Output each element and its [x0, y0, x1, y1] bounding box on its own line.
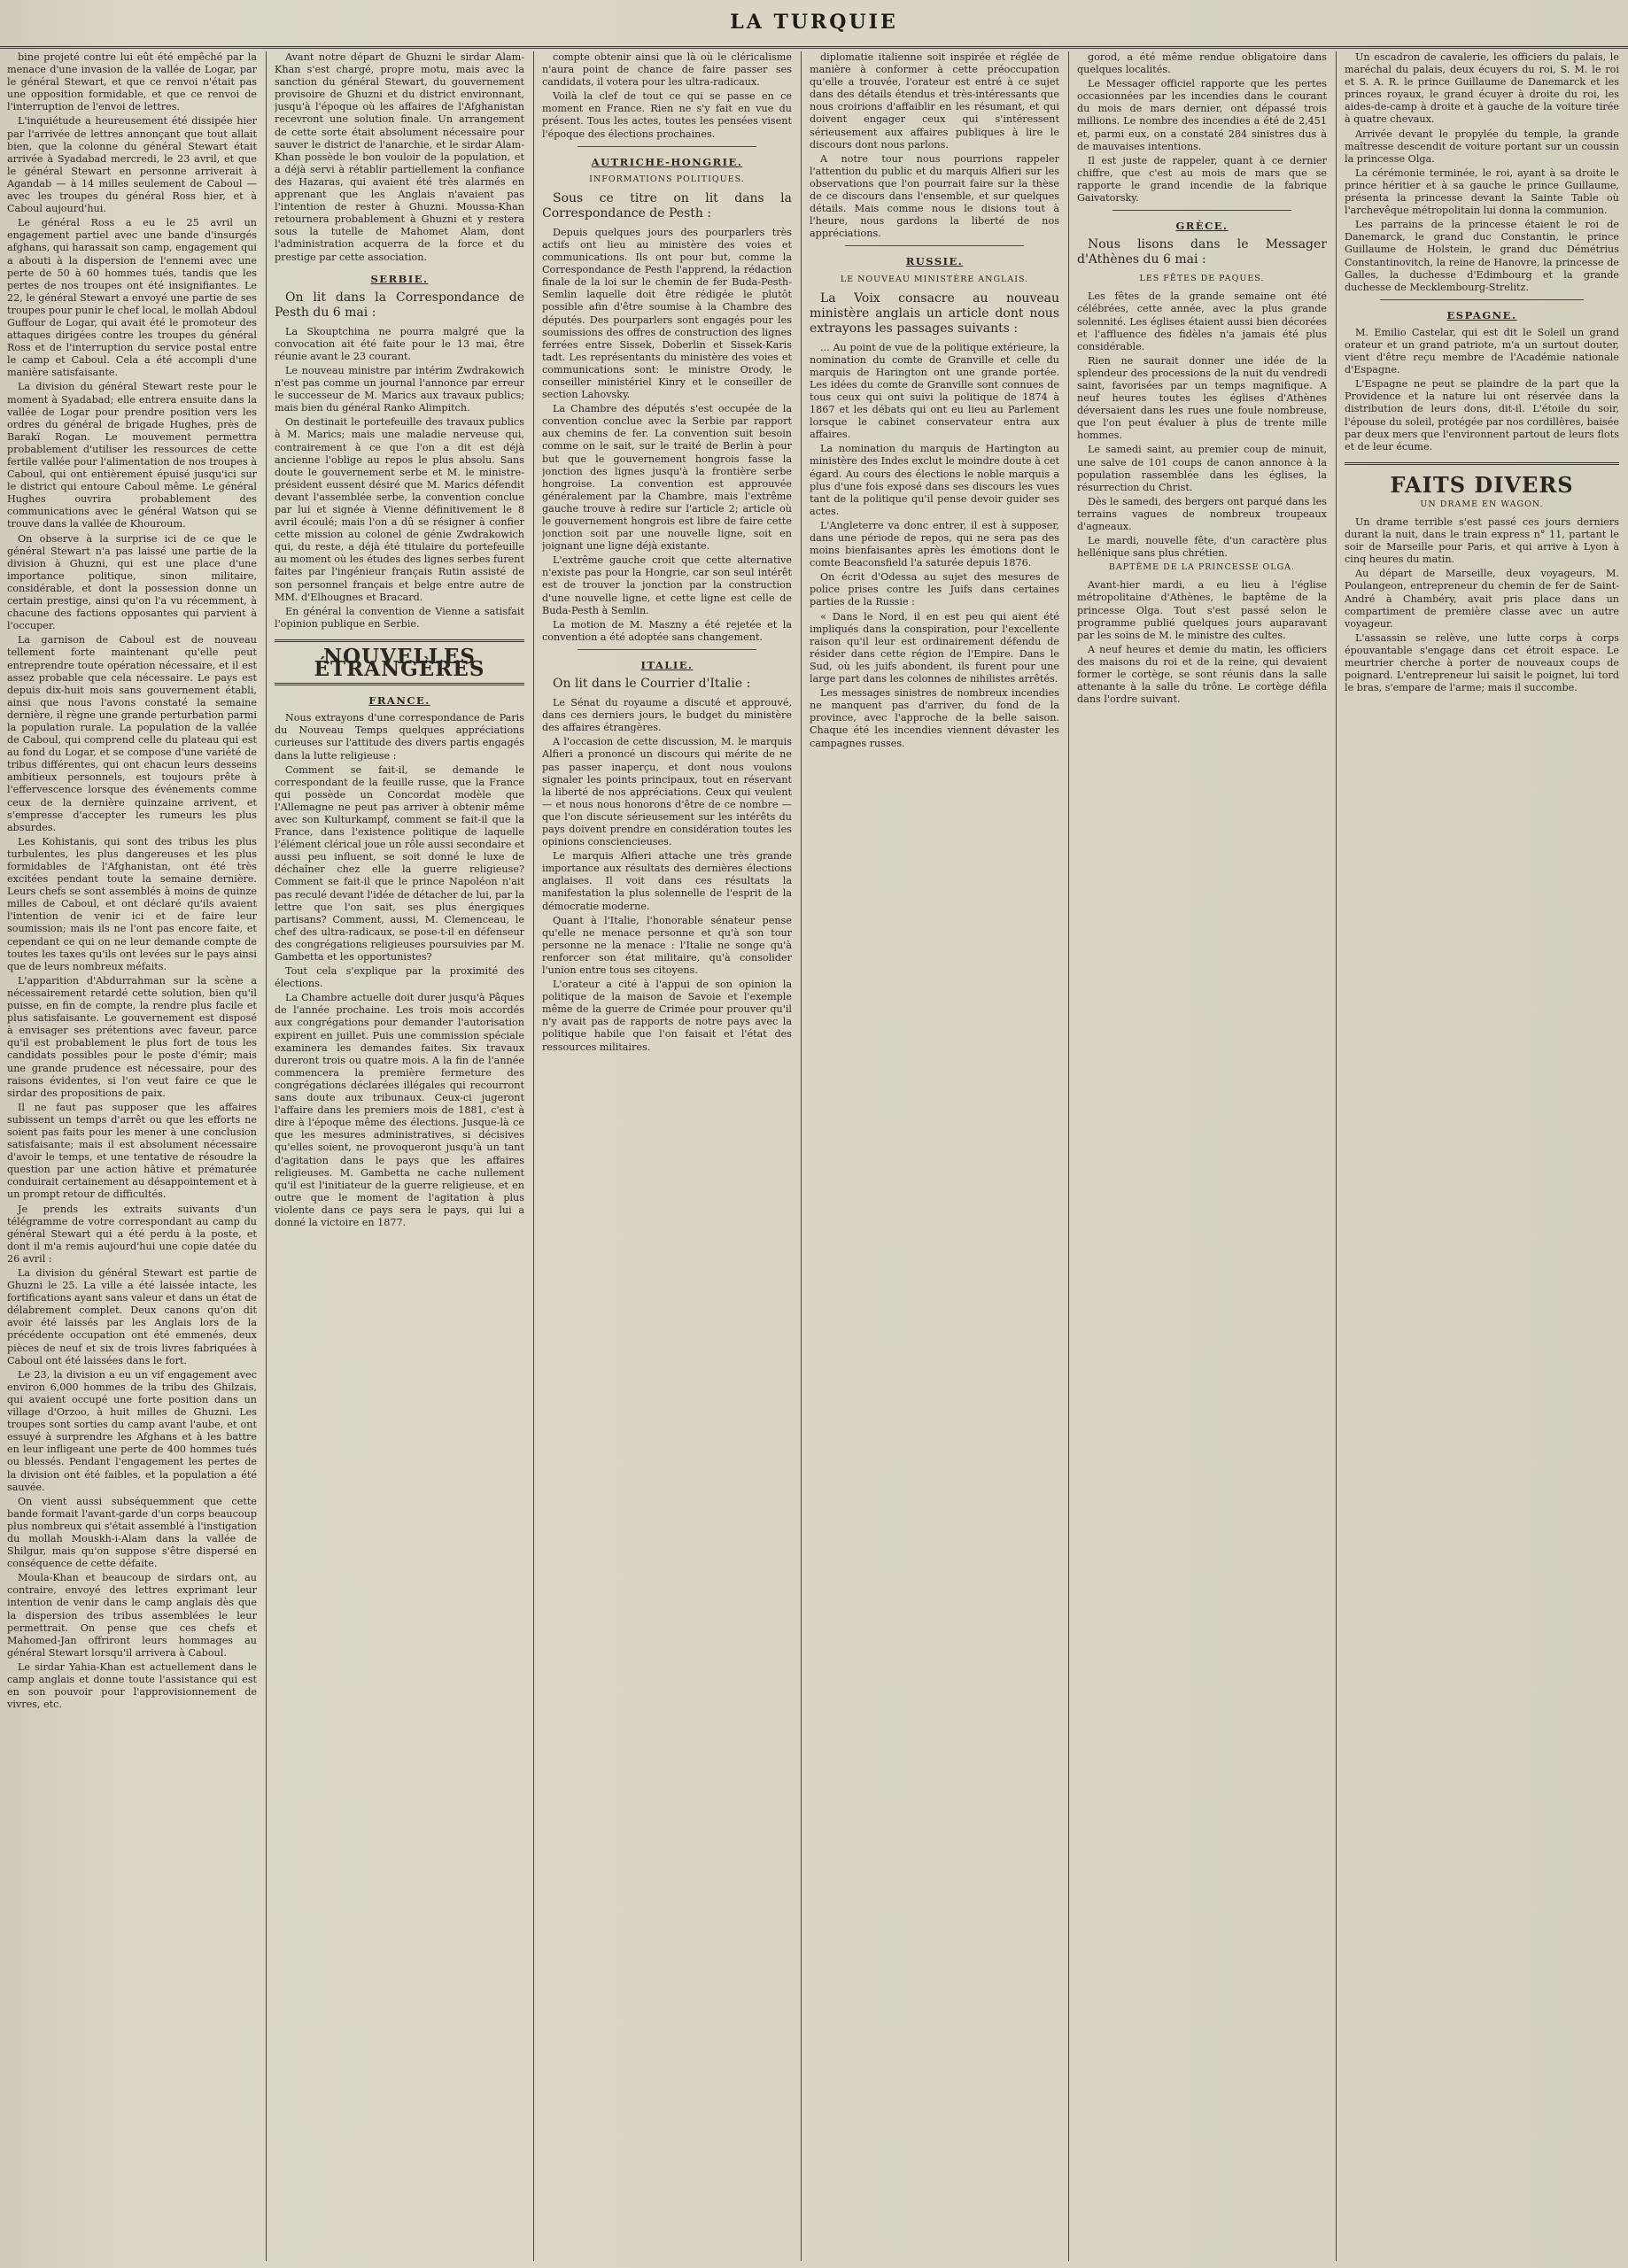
- article-paragraph: Quant à l'Italie, l'honorable sénateur pense qu'elle ne menace personne et qu'à son tour personne ne la menace : l'Italie ne songe qu'à renforcer son état militaire, qu'à consolider l'union entre tous ses citoyens.: [542, 914, 792, 976]
- austria-intro: Sous ce titre on lit dans la Correspondance de Pesth :: [542, 190, 792, 221]
- article-paragraph: La nomination du marquis de Hartington au ministère des Indes exclut le moindre doute à cet égard. Au cours des élections le noble marquis a plus d'une fois exposé dans ses discours les vues tant de la politique qu'il pense devoir guider ses actes.: [810, 443, 1059, 517]
- article-paragraph: gorod, a été même rendue obligatoire dans quelques localités.: [1077, 51, 1327, 76]
- article-paragraph: L'Espagne ne peut se plaindre de la part que la Providence et la nature lui ont réservée dans la distribution de leurs dons, dit-il. L'étoile du soir, l'épouse du soleil, protégée par nos cordillères, baisée par deux mers que l'environnent partout de leurs flots et de leur écume.: [1345, 378, 1619, 453]
- faits-subtitle: UN DRAME EN WAGON.: [1420, 499, 1544, 509]
- article-paragraph: La division du général Stewart reste pour le moment à Syadabad; elle entrera ensuite dans la vallée de Logar pour prendre position vers les ordres du général de brigade Hughes, près de Barakï Rogan. Le mouvement permettra probablement d'utiliser les ressources de cette fertile vallée pour l'alimentation de nos troupes à Caboul, qui ont entièrement épuisé jusqu'ici sur le district qui entoure Caboul même. Le général Hughes ouvrira probablement des communications avec le général Watson qui se trouve dans la vallée de Khouroum.: [7, 381, 257, 530]
- columns: [7, 51, 1621, 2261]
- section-title-espagne: ESPAGNE.: [1446, 308, 1517, 321]
- article-paragraph: On destinait le portefeuille des travaux publics à M. Marics; mais une maladie nerveuse qui, contrairement à ce que l'on a dit est déjà ancienne l'oblige au repos le plus absolu. Sans doute le gouvernement serbe et M. le ministre-président eussent désiré que M. Marics défendit devant l'assemblée serbe, la convention conclue par lui et signée à Vienne définitivement le 8 avril écoulé; mais l'on a dû se résigner à confier cette mission au colonel de génie Zwdrakowich qui, du reste, a déjà été titulaire du portefeuille au moment où les études des lignes serbes furent faites par l'ingénieur français Rutin assisté de son personnel français et belge entre autre de MM. d'Elhougnes et Bracard.: [275, 416, 524, 603]
- article-paragraph: La motion de M. Maszny a été rejetée et la convention a été adoptée sans changement.: [542, 618, 792, 643]
- article-paragraph: Depuis quelques jours des pourparlers très actifs ont lieu au ministère des voies et communications. Ils ont pour but, comme la Correspondance de Pesth l'apprend, la rédaction finale de la loi sur le chemin de fer Buda-Pesth-Semlin laquelle doit être rédigée le plutôt possible afin d'être soumise à la Chambre des députés. Des pourparlers sont engagés pour les soumissions des offres de construction des lignes ferrées entre Sissek, Doberlin et Sissek-Karis tadt. Les représentants du ministère des voies et communications sont: le ministre Orody, le conseiller ministériel Kinry et le conseiller de section Lahovsky.: [542, 226, 792, 401]
- section-title-russie: RUSSIE.: [905, 255, 964, 268]
- article-paragraph: La Chambre actuelle doit durer jusqu'à Pâques de l'année prochaine. Les trois mois accordés aux congrégations pour demander l'autorisation expirent en juillet. Puis une commission spéciale examinera les demandes faites. Six travaux dureront trois ou quatre mois. A la fin de l'année commencera la première fermeture des congrégations déclarées illégales qui recourront sans doute aux tribunaux. Ceux-ci jugeront l'affaire dans les premiers mois de 1881, c'est à dire à l'époque même des élections. Jusque-là ce que les mesures administratives, si décisives qu'elles soient, ne provoqueront jusqu'à un tant d'agitation dans le pays que les affaires religieuses. M. Gambetta ne cache nullement qu'il est l'initiateur de la guerre religieuse, et en outre que le moment de l'agitation à plus violente dans ce pays sera le pays, qui lui a donné la victoire en 1877.: [275, 992, 524, 1228]
- article-paragraph: L'extrême gauche croit que cette alternative n'existe pas pour la Hongrie, car son seul intérêt est de trouver la jonction par la construction d'une nouvelle ligne, et cette ligne est celle de Buda-Pesth à Semlin.: [542, 554, 792, 616]
- article-paragraph: Rien ne saurait donner une idée de la splendeur des processions de la nuit du vendredi saint, favorisées par un temps magnifique. A neuf heures toutes les églises d'Athènes déversaient dans les rues une foule nombreuse, que l'on peut évaluer à plus de trente mille hommes.: [1077, 354, 1327, 442]
- article-paragraph: La Skouptchina ne pourra malgré que la convocation ait été faite pour le 13 mai, être réunie avant le 23 courant.: [275, 325, 524, 362]
- article-paragraph: L'inquiétude a heureusement été dissipée hier par l'arrivée de lettres annonçant que tout allait bien, que la colonne du général Stewart était arrivée à Syadabad mercredi, le 23 avril, et que le général Stewart en personne arriverait à Agandab — à 14 milles seulement de Caboul — avec les troupes du général Ross hier, et à Caboul aujourd'hui.: [7, 115, 257, 215]
- article-paragraph: A neuf heures et demie du matin, les officiers des maisons du roi et de la reine, qui devaient former le cortège, se sont réunis dans la salle attenante à la salle du trône. Le cortège défila dans l'ordre suivant.: [1077, 643, 1327, 706]
- article-paragraph: Voilà la clef de tout ce qui se passe en ce moment en France. Rien ne s'y fait en vue du présent. Tous les actes, toutes les pensées visent l'époque des élections prochaines.: [542, 90, 792, 140]
- divider: [845, 245, 1024, 246]
- article-paragraph: L'apparition d'Abdurrahman sur la scène a nécessairement retardé cette solution, bien qu'il puisse, en fin de compte, la rendre plus facile et plus satisfaisante. Le gouvernement est disposé à envisager ses prétentions avec faveur, parce qu'il est probablement le plus fort de tous les candidats possibles pour le poste d'émir; mais une grande prudence est nécessaire, pour des raisons évidentes, si l'on veut faire ce que le sirdar des propositions de paix.: [7, 974, 257, 1099]
- article-paragraph: Le nouveau ministre par intérim Zwdrakowich n'est pas comme un journal l'annonce par erreur le successeur de M. Marics aux travaux publics; mais bien du général Ranko Alimpitch.: [275, 364, 524, 414]
- article-paragraph: En général la convention de Vienne a satisfait l'opinion publique en Serbie.: [275, 605, 524, 630]
- article-paragraph: Moula-Khan et beaucoup de sirdars ont, au contraire, envoyé des lettres exprimant leur intention de venir dans le camp anglais dès que la dispersion des tribus assemblées le leur permettrait. On pense que ces chefs et Mahomed-Jan offriront leurs hommages au général Stewart lorsqu'il arrivera à Caboul.: [7, 1572, 257, 1659]
- russie-intro: La Voix consacre au nouveau ministère anglais un article dont nous extrayons les passages suivants :: [810, 290, 1059, 336]
- serbie-intro: On lit dans la Correspondance de Pesth du 6 mai :: [275, 290, 524, 320]
- article-paragraph: A notre tour nous pourrions rappeler l'attention du public et du marquis Alfieri sur les observations que l'on pourrait faire sur la thèse de ce discours dans l'ensemble, et sur quelques détails. Mais comme nous le disions tout à l'heure, nous gardons la liberté de nos appréciations.: [810, 152, 1059, 240]
- article-paragraph: « Dans le Nord, il en est peu qui aient été impliqués dans la conspiration, pour l'excellente raison qu'il leur est ordinairement défendu de résider dans cette région de l'Empire. Dans le Sud, où les juifs abondent, ils furent pour une large part dans les colonnes de nihilistes arrêtés.: [810, 610, 1059, 685]
- article-paragraph: On vient aussi subséquemment que cette bande formait l'avant-garde d'un corps beaucoup plus nombreux qui s'était assemblé à l'instigation du mollah Mouskh-i-Alam dans la vallée de Shilgur, mais qu'on suppose s'être dispersé en conséquence de cette défaite.: [7, 1495, 257, 1570]
- column-1: [7, 51, 257, 2261]
- nouvelles-etrangeres-heading: NOUVELLES ÉTRANGÈRES: [275, 639, 524, 685]
- article-paragraph: Avant-hier mardi, a eu lieu à l'église métropolitaine d'Athènes, le baptême de la princesse Olga. Tout s'est passé selon le programme publié quelques jours auparavant par les soins de M. le ministre des cultes.: [1077, 579, 1327, 641]
- article-paragraph: Il est juste de rappeler, quant à ce dernier chiffre, que c'est au mois de mars que se rapporte le grand incendie de la fabrique Gaivatorsky.: [1077, 154, 1327, 205]
- article-paragraph: Le mardi, nouvelle fête, d'un caractère plus hellénique sans plus chrétien.: [1077, 535, 1327, 560]
- section-title-grece: GRÈCE.: [1175, 220, 1229, 233]
- divider: [1380, 299, 1584, 300]
- divider: [578, 146, 756, 147]
- article-paragraph: Il ne faut pas supposer que les affaires subissent un temps d'arrêt ou que les efforts ne soient pas faits pour les mener à une conclusion satisfaisante; mais il est absolument nécessaire d'avoir le temps, et une tentative de résoudre la question par une action hâtive et prématurée conduirait certainement au désappointement et à un prompt retour de difficultés.: [7, 1101, 257, 1201]
- section-title-italie: ITALIE.: [640, 658, 694, 671]
- article-paragraph: La division du général Stewart est partie de Ghuzni le 25. La ville a été laissée intacte, les fortifications ayant sans valeur et dans un état de délabrement complet. Deux canons qu'on dit avoir été laissés par les Anglais lors de la précédente occupation ont été emmenés, deux pièces de neuf et six de trois livres fabriquées à Caboul ont été laissées dans le fort.: [7, 1267, 257, 1366]
- grece-subtitle: LES FÊTES DE PAQUES.: [1139, 274, 1265, 284]
- article-paragraph: Le général Ross a eu le 25 avril un engagement partiel avec une bande d'insurgés afghans, qui harassait son camp, engagement qui a abouti à la dispersion de l'ennemi avec une perte de 50 à 60 hommes tués, tandis que les pertes de nos troupes ont été insignifiantes. Le 22, le général Stewart a envoyé une partie de ses troupes pour punir le chef local, le mollah Abdoul Guffour de Logar, qui avait été le promoteur des attaques dirigées contre les troupes du général Ross et de l'interruption du service postal entre le camp et Caboul. Cela a été accompli d'une manière satisfaisante.: [7, 217, 257, 379]
- article-paragraph: Le Sénat du royaume a discuté et approuvé, dans ces derniers jours, le budget du ministère des affaires étrangères.: [542, 697, 792, 734]
- bapteme-subtitle: BAPTÊME DE LA PRINCESSE OLGA.: [1108, 562, 1296, 573]
- column-rule: [1068, 51, 1069, 2261]
- article-paragraph: Nous extrayons d'une correspondance de Paris du Nouveau Temps quelques appréciations curieuses sur l'attitude des divers partis engagés dans la lutte religieuse :: [275, 712, 524, 762]
- article-paragraph: Le Messager officiel rapporte que les pertes occasionnées par les incendies dans le courant du mois de mars dernier, ont dépassé trois millions. Le nombre des incendies a été de 2,451 et, parmi eux, on a constaté 284 sinistres dus à de mauvaises intentions.: [1077, 78, 1327, 152]
- column-5: [1077, 51, 1327, 2261]
- italie-intro: On lit dans le Courrier d'Italie :: [553, 677, 751, 692]
- article-paragraph: On écrit d'Odessa au sujet des mesures de police prises contre les Juifs dans certaines parties de la Russie :: [810, 571, 1059, 608]
- column-4: [810, 51, 1059, 2261]
- article-paragraph: ... Au point de vue de la politique extérieure, la nomination du comte de Granville et celle du marquis de Harington ont une grande portée. Les idées du comte de Granville sont connues de tous ceux qui ont suivi la politique de 1874 à 1867 et les débats qui ont eu lieu au Parlement lorsque le cabinet conservateur entra aux affaires.: [810, 341, 1059, 441]
- column-3: [542, 51, 792, 2261]
- article-paragraph: Comment se fait-il, se demande le correspondant de la feuille russe, que la France qui possède un Concordat modèle que l'Allemagne ne peut pas arriver à obtenir même avec son Kulturkampf, comment se fait-il que la France, dans l'existence politique de laquelle l'élément clérical joue un rôle aussi secondaire et aussi peu influent, se soit donné le luxe de déchaîner chez elle la guerre religieuse? Comment se fait-il que le prince Napoléon n'ait pas reculé devant l'idée de détacher de lui, par la lettre que l'on sait, ses plus énergiques partisans? Comment, aussi, M. Clemenceau, le chef des ultra-radicaux, se pose-t-il en défenseur des congrégations religieuses poursuivies par M. Gambetta et les opportunistes?: [275, 763, 524, 963]
- section-title-autriche: AUTRICHE-HONGRIE.: [591, 155, 743, 168]
- article-paragraph: Un escadron de cavalerie, les officiers du palais, le maréchal du palais, deux écuyers du roi, S. M. le roi et S. A. R. le prince Guillaume de Danemarck et les princes royaux, le grand écuyer à droite du roi, les aides-de-camp à droite et à gauche de la voiture tirée à quatre chevaux.: [1345, 51, 1619, 126]
- faits-divers-heading: FAITS DIVERS: [1345, 462, 1619, 497]
- section-title-france: FRANCE.: [368, 694, 430, 708]
- column-rule: [801, 51, 802, 2261]
- article-paragraph: Les Kohistanis, qui sont des tribus les plus turbulentes, les plus dangereuses et les plus formidables de l'Afghanistan, ont été très excitées pendant toute la semaine dernière. Leurs chefs se sont assemblés à moins de quinze milles de Caboul, et ont déclaré qu'ils avaient l'intention de venir ici et de faire leur soumission; mais ils ne l'ont pas encore faite, et cependant ce qui on ne leur demande compte de toutes les taxes qu'ils ont levées sur le pays ainsi que de leurs nombreux méfaits.: [7, 835, 257, 972]
- article-paragraph: Arrivée devant le propylée du temple, la grande maîtresse descendit de voiture portant sur un coussin la princesse Olga.: [1345, 128, 1619, 165]
- article-paragraph: La garnison de Caboul est de nouveau tellement forte maintenant qu'elle peut entreprendre toute opération nécessaire, et il est assez probable que cela nécessaire. Le pays est depuis dix-huit mois sans gouvernement établi, ainsi que nous l'avons constaté la semaine dernière, il règne une grande perturbation parmi la population rurale. La population de la vallée de Caboul, qui comprend celle du plateau qui est au fond du Logar, et se compose d'une variété de tribus différentes, qui ont chacun leurs desseins ambitieux personnels, est toujours prête à l'effervescence lorsque des événements comme ceux de la dernière quinzaine arrivent, et s'empresse d'accepter les rumeurs les plus absurdes.: [7, 634, 257, 833]
- divider: [1112, 210, 1291, 211]
- article-paragraph: Les parrains de la princesse étaient le roi de Danemarck, le grand duc Constantin, le prince Guillaume de Holstein, le grand duc Démétrius Constantinovitch, la reine de Hanovre, la princesse de Galles, la duchesse d'Edimbourg et la grande duchesse de Mecklembourg-Strelitz.: [1345, 219, 1619, 293]
- column-rule: [533, 51, 534, 2261]
- article-paragraph: A l'occasion de cette discussion, M. le marquis Alfieri a prononcé un discours qui mérite de ne pas passer inaperçu, et dont nous voulons signaler les points principaux, tout en réservant la liberté de nos appréciations. Ceux qui veulent — et nous nous honorons d'être de ce nombre — que l'on discute sérieusement sur les intérêts du pays doivent prendre en considération toutes les opinions consciencieuses.: [542, 736, 792, 848]
- russie-subtitle: LE NOUVEAU MINISTÈRE ANGLAIS.: [840, 274, 1029, 284]
- austria-subtitle: INFORMATIONS POLITIQUES.: [589, 174, 745, 184]
- column-6: [1345, 51, 1619, 2261]
- article-paragraph: bine projeté contre lui eût été empêché par la menace d'une invasion de la vallée de Logar, par le général Stewart, et que ce renvoi n'était pas une opposition formidable, et que ce renvoi de l'interruption de l'envoi de lettres.: [7, 51, 257, 113]
- article-paragraph: Avant notre départ de Ghuzni le sirdar Alam-Khan s'est chargé, propre motu, mais avec la sanction du général Stewart, du gouvernement provisoire de Ghuzni et du district environnant, jusqu'à l'époque où les affaires de l'Afghanistan recevront une solution finale. Un arrangement de cette sorte était absolument nécessaire pour sauver le district de l'anarchie, et le sirdar Alam-Khan possède le bon vouloir de la population, et a déjà servi à rétablir partiellement la confiance des Hazaras, qui avaient été très alarmés en apprenant que les Anglais n'avaient pas l'intention de rester à Ghuzni. Moussa-Khan retournera probablement à Ghuzni et y restera sous la tutelle de Mahomet Alam, dont l'administration acquerra de la force et du prestige par cette association.: [275, 51, 524, 263]
- article-paragraph: Un drame terrible s'est passé ces jours derniers durant la nuit, dans le train express n° 11, partant le soir de Marseille pour Paris, et qui arrive à Lyon à cinq heures du matin.: [1345, 516, 1619, 566]
- column-rule: [1336, 51, 1337, 2261]
- article-paragraph: Je prends les extraits suivants d'un télégramme de votre correspondant au camp du général Stewart qui a été perdu à la poste, et dont il m'a remis aujourd'hui une copie datée du 26 avril :: [7, 1203, 257, 1265]
- article-paragraph: Le 23, la division a eu un vif engagement avec environ 6,000 hommes de la tribu des Ghilzais, qui avaient occupé une forte position dans un village d'Orzoo, à huit milles de Ghuzni. Les troupes sont sorties du camp avant l'aube, et ont essuyé à surprendre les Afghans et à les battre en leur infligeant une perte de 400 hommes tués ou blessés. Pendant l'engagement les pertes de la division ont été faibles, et la population a été sauvée.: [7, 1368, 257, 1493]
- column-2: [275, 51, 524, 2261]
- article-paragraph: L'orateur a cité à l'appui de son opinion la politique de la maison de Savoie et l'exemple même de la guerre de Crimée pour prouver qu'il n'y avait pas de rapports de notre pays avec la politique habile que l'on faisait et l'état des ressources militaires.: [542, 979, 792, 1053]
- article-paragraph: M. Emilio Castelar, qui est dit le Soleil un grand orateur et un grand patriote, m'a un surtout douter, vient d'être reçu membre de l'Académie nationale d'Espagne.: [1345, 326, 1619, 376]
- masthead: [0, 0, 1628, 49]
- article-paragraph: L'Angleterre va donc entrer, il est à supposer, dans une période de repos, qui ne sera pas des moins bienfaisantes après les émotions dont le comte Beaconsfield l'a saturée depuis 1876.: [810, 519, 1059, 569]
- article-paragraph: Les messages sinistres de nombreux incendies ne manquent pas d'arriver, du fond de la province, avec l'approche de la belle saison. Chaque été les incendies viennent dévaster les campagnes russes.: [810, 687, 1059, 749]
- article-paragraph: L'assassin se relève, une lutte corps à corps épouvantable s'engage dans cet étroit espace. Le meurtrier cherche à porter de nouveaux coups de poignard. L'entrepreneur lui saisit le poignet, lui tord le bras, s'empare de l'arme; mais il succombe.: [1345, 631, 1619, 694]
- article-paragraph: La Chambre des députés s'est occupée de la convention conclue avec la Serbie par rapport aux chemins de fer. La convention suit besoin comme on le sait, sur le traité de Berlin à pour but que le gouvernement hongrois fasse la jonction des lignes jusqu'à la frontière serbe hongroise. La convention est approuvée généralement par la Chambre, mais l'extrême gauche trouve à redire sur l'article 2; article où le gouvernement hongrois est libre de faire cette jonction soit par une nouvelle ligne, soit en joignant une ligne déjà existante.: [542, 403, 792, 553]
- article-paragraph: Le samedi saint, au premier coup de minuit, une salve de 101 coups de canon annonce à la population rassemblée dans les églises, la résurrection du Christ.: [1077, 444, 1327, 493]
- section-title-serbie: SERBIE.: [370, 272, 429, 285]
- article-paragraph: Le sirdar Yahia-Khan est actuellement dans le camp anglais et donne toute l'assistance qui est en son pouvoir pour l'approvisionnement de vivres, etc.: [7, 1660, 257, 1711]
- article-paragraph: diplomatie italienne soit inspirée et réglée de manière à conformer à cette préoccupation qu'elle a trouvée, l'orateur est entré à ce sujet dans des détails étendus et très-intéressants que nous croirions d'affaiblir en les résumant, et qui doivent engager ceux qui s'intéressent sérieusement aux affaires publiques à lire le discours dont nous parlons.: [810, 51, 1059, 151]
- article-paragraph: Les fêtes de la grande semaine ont été célébrées, cette année, avec la plus grande solennité. Les églises étaient aussi bien décorées et l'affluence des fidèles n'a jamais été plus considérable.: [1077, 290, 1327, 352]
- article-paragraph: On observe à la surprise ici de ce que le général Stewart n'a pas laissé une partie de la division à Ghuzni, qui est une place d'une importance politique, sinon militaire, considérable, et dont la possession donne un certain prestige, ainsi qu'on l'a vu récemment, à chacune des factions opposantes qui parvient à l'occuper.: [7, 532, 257, 632]
- grece-intro: Nous lisons dans le Messager d'Athènes du 6 mai :: [1077, 237, 1327, 267]
- divider: [578, 649, 756, 650]
- newspaper-title: LA TURQUIE: [730, 11, 898, 34]
- column-rule: [266, 51, 267, 2261]
- article-paragraph: Le marquis Alfieri attache une très grande importance aux résultats des dernières élections anglaises. Il voit dans ces résultats la manifestation la plus solennelle de l'esprit de la démocratie moderne.: [542, 850, 792, 912]
- article-paragraph: Dès le samedi, des bergers ont parqué dans les terrains vagues de nombreux troupeaux d'agneaux.: [1077, 495, 1327, 532]
- article-paragraph: compte obtenir ainsi que là où le cléricalisme n'aura point de chance de faire passer ses candidats, il votera pour les ultra-radicaux.: [542, 51, 792, 89]
- article-paragraph: Tout cela s'explique par la proximité des élections.: [275, 965, 524, 990]
- article-paragraph: Au départ de Marseille, deux voyageurs, M. Poulangeon, entrepreneur du chemin de fer de Saint-André à Chambéry, avait pris place dans un compartiment de première classe avec un autre voyageur.: [1345, 568, 1619, 630]
- article-paragraph: La cérémonie terminée, le roi, ayant à sa droite le prince héritier et à sa gauche le prince Guillaume, présenta la princesse devant la Sainte Table où l'archevêque métropolitain lui donna la communion.: [1345, 166, 1619, 217]
